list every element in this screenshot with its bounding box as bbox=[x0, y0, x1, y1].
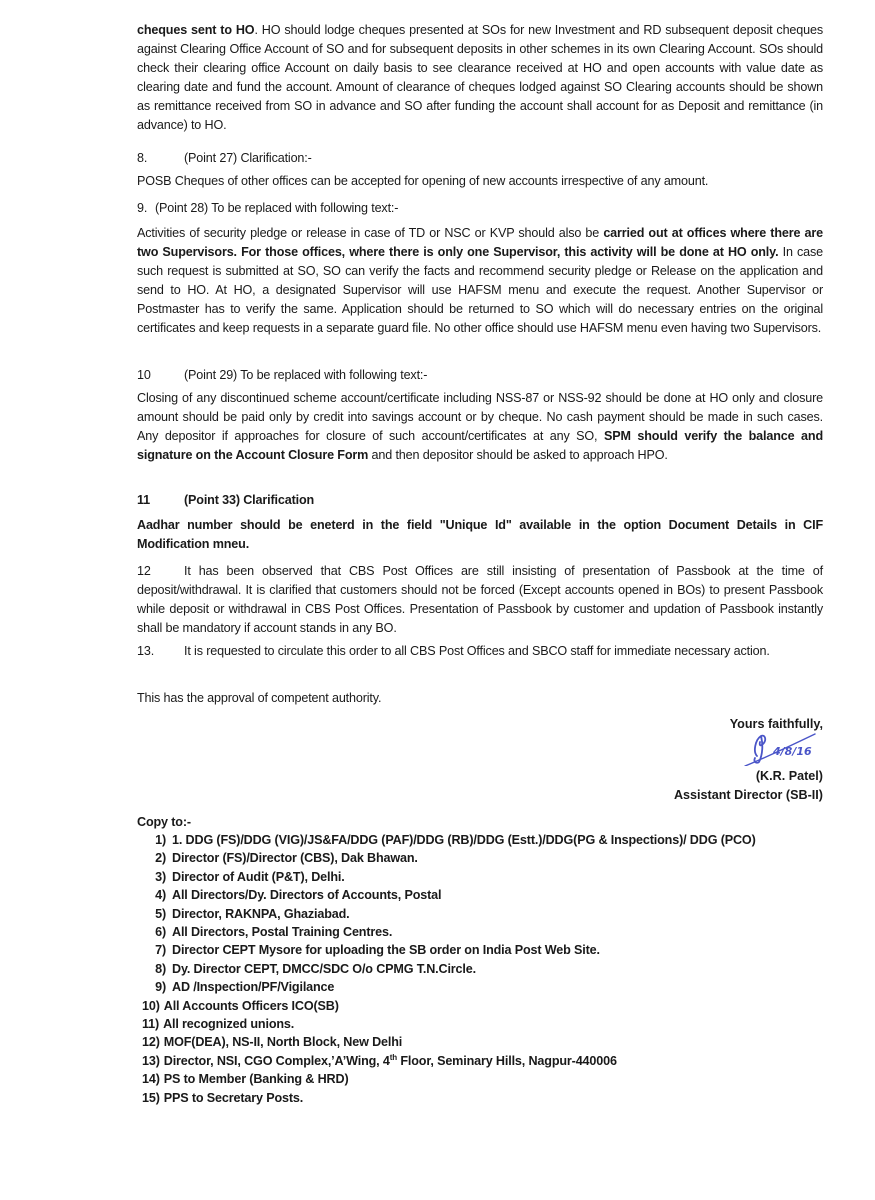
item9-text-a: Activities of security pledge or release in case of TD or NSC or KVP should also be bbox=[137, 226, 604, 240]
copy-to-item: 4) All Directors/Dy. Directors of Accounts, Postal bbox=[155, 888, 442, 903]
item10-number: 10 bbox=[137, 368, 151, 382]
handwritten-signature-icon bbox=[715, 726, 825, 766]
intro-bold-lead: cheques sent to HO bbox=[137, 23, 255, 37]
copy-to-item: 2) Director (FS)/Director (CBS), Dak Bhawan. bbox=[155, 851, 418, 866]
signature-area bbox=[523, 734, 823, 767]
item8-number: 8. bbox=[137, 151, 148, 165]
item11-number: 11 bbox=[137, 493, 151, 507]
item11-heading bbox=[137, 491, 314, 510]
copy-to-section bbox=[137, 813, 837, 1107]
item12-text: It has been observed that CBS Post Offices are still insisting of presentation of Passbook at the time of deposit/withdrawal. It is clarified that customers should not be forced (Except accounts opened in BOs) to present Passbook while deposit or withdrawal in CBS Post Offices. Presentation of Passbook by customer and updation of Passbook instantly shall be mandatory if account stands in any BO. bbox=[137, 564, 823, 636]
copy-to-item: 10) All Accounts Officers ICO(SB) bbox=[142, 998, 339, 1013]
item9-heading bbox=[137, 199, 398, 218]
intro-paragraph bbox=[137, 21, 823, 136]
copy-to-list bbox=[137, 831, 837, 1107]
copy-to-heading: Copy to:- bbox=[137, 815, 191, 829]
salutation: Yours faithfully, bbox=[729, 717, 823, 731]
copy-to-item: 9) AD /Inspection/PF/Vigilance bbox=[155, 980, 335, 995]
signature-date: 4/8/16 bbox=[773, 745, 812, 758]
item12-number: 12 bbox=[137, 564, 151, 578]
item10-heading bbox=[137, 366, 427, 385]
signatory-designation: Assistant Director (SB-II) bbox=[673, 788, 823, 802]
copy-to-item: 14) PS to Member (Banking & HRD) bbox=[142, 1072, 349, 1087]
copy-to-item: 7) Director CEPT Mysore for uploading the SB order on India Post Web Site. bbox=[155, 943, 600, 958]
copy-to-item: 1) 1. DDG (FS)/DDG (VIG)/JS&FA/DDG (PAF)/DDG (RB)/DDG (Estt.)/DDG(PG & Inspections)/ DDG (PCO) bbox=[155, 833, 756, 847]
copy-to-item: 12) MOF(DEA), NS-II, North Block, New Delhi bbox=[142, 1035, 403, 1050]
item8-heading bbox=[137, 149, 312, 168]
item13-text: It is requested to circulate this order to all CBS Post Offices and SBCO staff for immediate necessary action. bbox=[184, 644, 770, 658]
item10-text-b: and then depositor should be asked to approach HPO. bbox=[368, 448, 668, 463]
intro-text: . HO should lodge cheques presented at SOs for new Investment and RD subsequent deposit cheques against Clearing Office Account of SO and for subsequent deposits in other schemes in its own Clearing Account. SOs should check their clearing office Account on daily basis to see clearance received at HO and open accounts with value date as clearing date and fund the account. Amount of clearance of cheques lodged against SO Clearing accounts should be shown as remittance received from SO in advance and SO after funding the account shall account for as Deposit and remittance (in advance) to HO. bbox=[137, 23, 823, 133]
item13-paragraph bbox=[137, 642, 823, 661]
signatory-name: (K.R. Patel) bbox=[755, 769, 823, 783]
copy-to-item: 3) Director of Audit (P&T), Delhi. bbox=[155, 869, 345, 884]
item10-text-a: Closing of any discontinued scheme account/certificate including NSS-87 or NSS-92 should be done at HO only and closure amount should be paid only by credit into savings account or by cheque. No cash payment should be made in such cases. Any depositor if approaches for closure of such account/certificates at any SO, bbox=[137, 391, 823, 444]
item13-number: 13. bbox=[137, 644, 155, 658]
item9-heading-text: (Point 28) To be replaced with following text:- bbox=[155, 201, 399, 215]
item9-paragraph bbox=[137, 224, 823, 339]
item10-paragraph bbox=[137, 389, 823, 465]
item11-text: Aadhar number should be eneterd in the field "Unique Id" available in the option Document Details in CIF Modification mneu. bbox=[137, 518, 823, 552]
item10-heading-text: (Point 29) To be replaced with following text:- bbox=[184, 368, 428, 382]
item8-heading-text: (Point 27) Clarification:- bbox=[184, 151, 312, 165]
item12-paragraph bbox=[137, 562, 823, 638]
item9-number: 9. bbox=[137, 201, 148, 215]
item10-bold: SPM should verify the balance and signature on the Account Closure Form bbox=[137, 429, 823, 463]
copy-to-item: 15) PPS to Secretary Posts. bbox=[142, 1090, 304, 1105]
item9-text-b: In case such request is submitted at SO, SO can verify the facts and recommend security pledge or Release on the application and send to HO. At HO, a designated Supervisor will use HAFSM menu and execute the request. Another Supervisor or Postmaster has to verify the same. Application should be returned to SO which will do necessary entries on the original certificates and keep requests in a separate guard file. No other office should use HAFSM menu even having two Supervisors. bbox=[137, 245, 823, 336]
copy-to-item: 11) All recognized unions. bbox=[142, 1017, 295, 1032]
copy-to-item: 5) Director, RAKNPA, Ghaziabad. bbox=[155, 906, 350, 921]
copy-to-item: 6) All Directors, Postal Training Centres. bbox=[155, 925, 393, 940]
copy-to-item: 13) Director, NSI, CGO Complex,’A’Wing, 4th Floor, Seminary Hills, Nagpur-440006 bbox=[142, 1052, 617, 1068]
approval-text: This has the approval of competent authority. bbox=[137, 691, 382, 705]
item9-bold: carried out at offices where there are two Supervisors. For those offices, where there is only one Supervisor, this activity will be done at HO only. bbox=[137, 226, 823, 260]
copy-to-item: 8) Dy. Director CEPT, DMCC/SDC O/o CPMG T.N.Circle. bbox=[155, 961, 476, 976]
signature-block bbox=[523, 715, 823, 805]
item8-text: POSB Cheques of other offices can be accepted for opening of new accounts irrespective of any amount. bbox=[137, 174, 709, 188]
item11-heading-text: (Point 33) Clarification bbox=[184, 493, 315, 507]
